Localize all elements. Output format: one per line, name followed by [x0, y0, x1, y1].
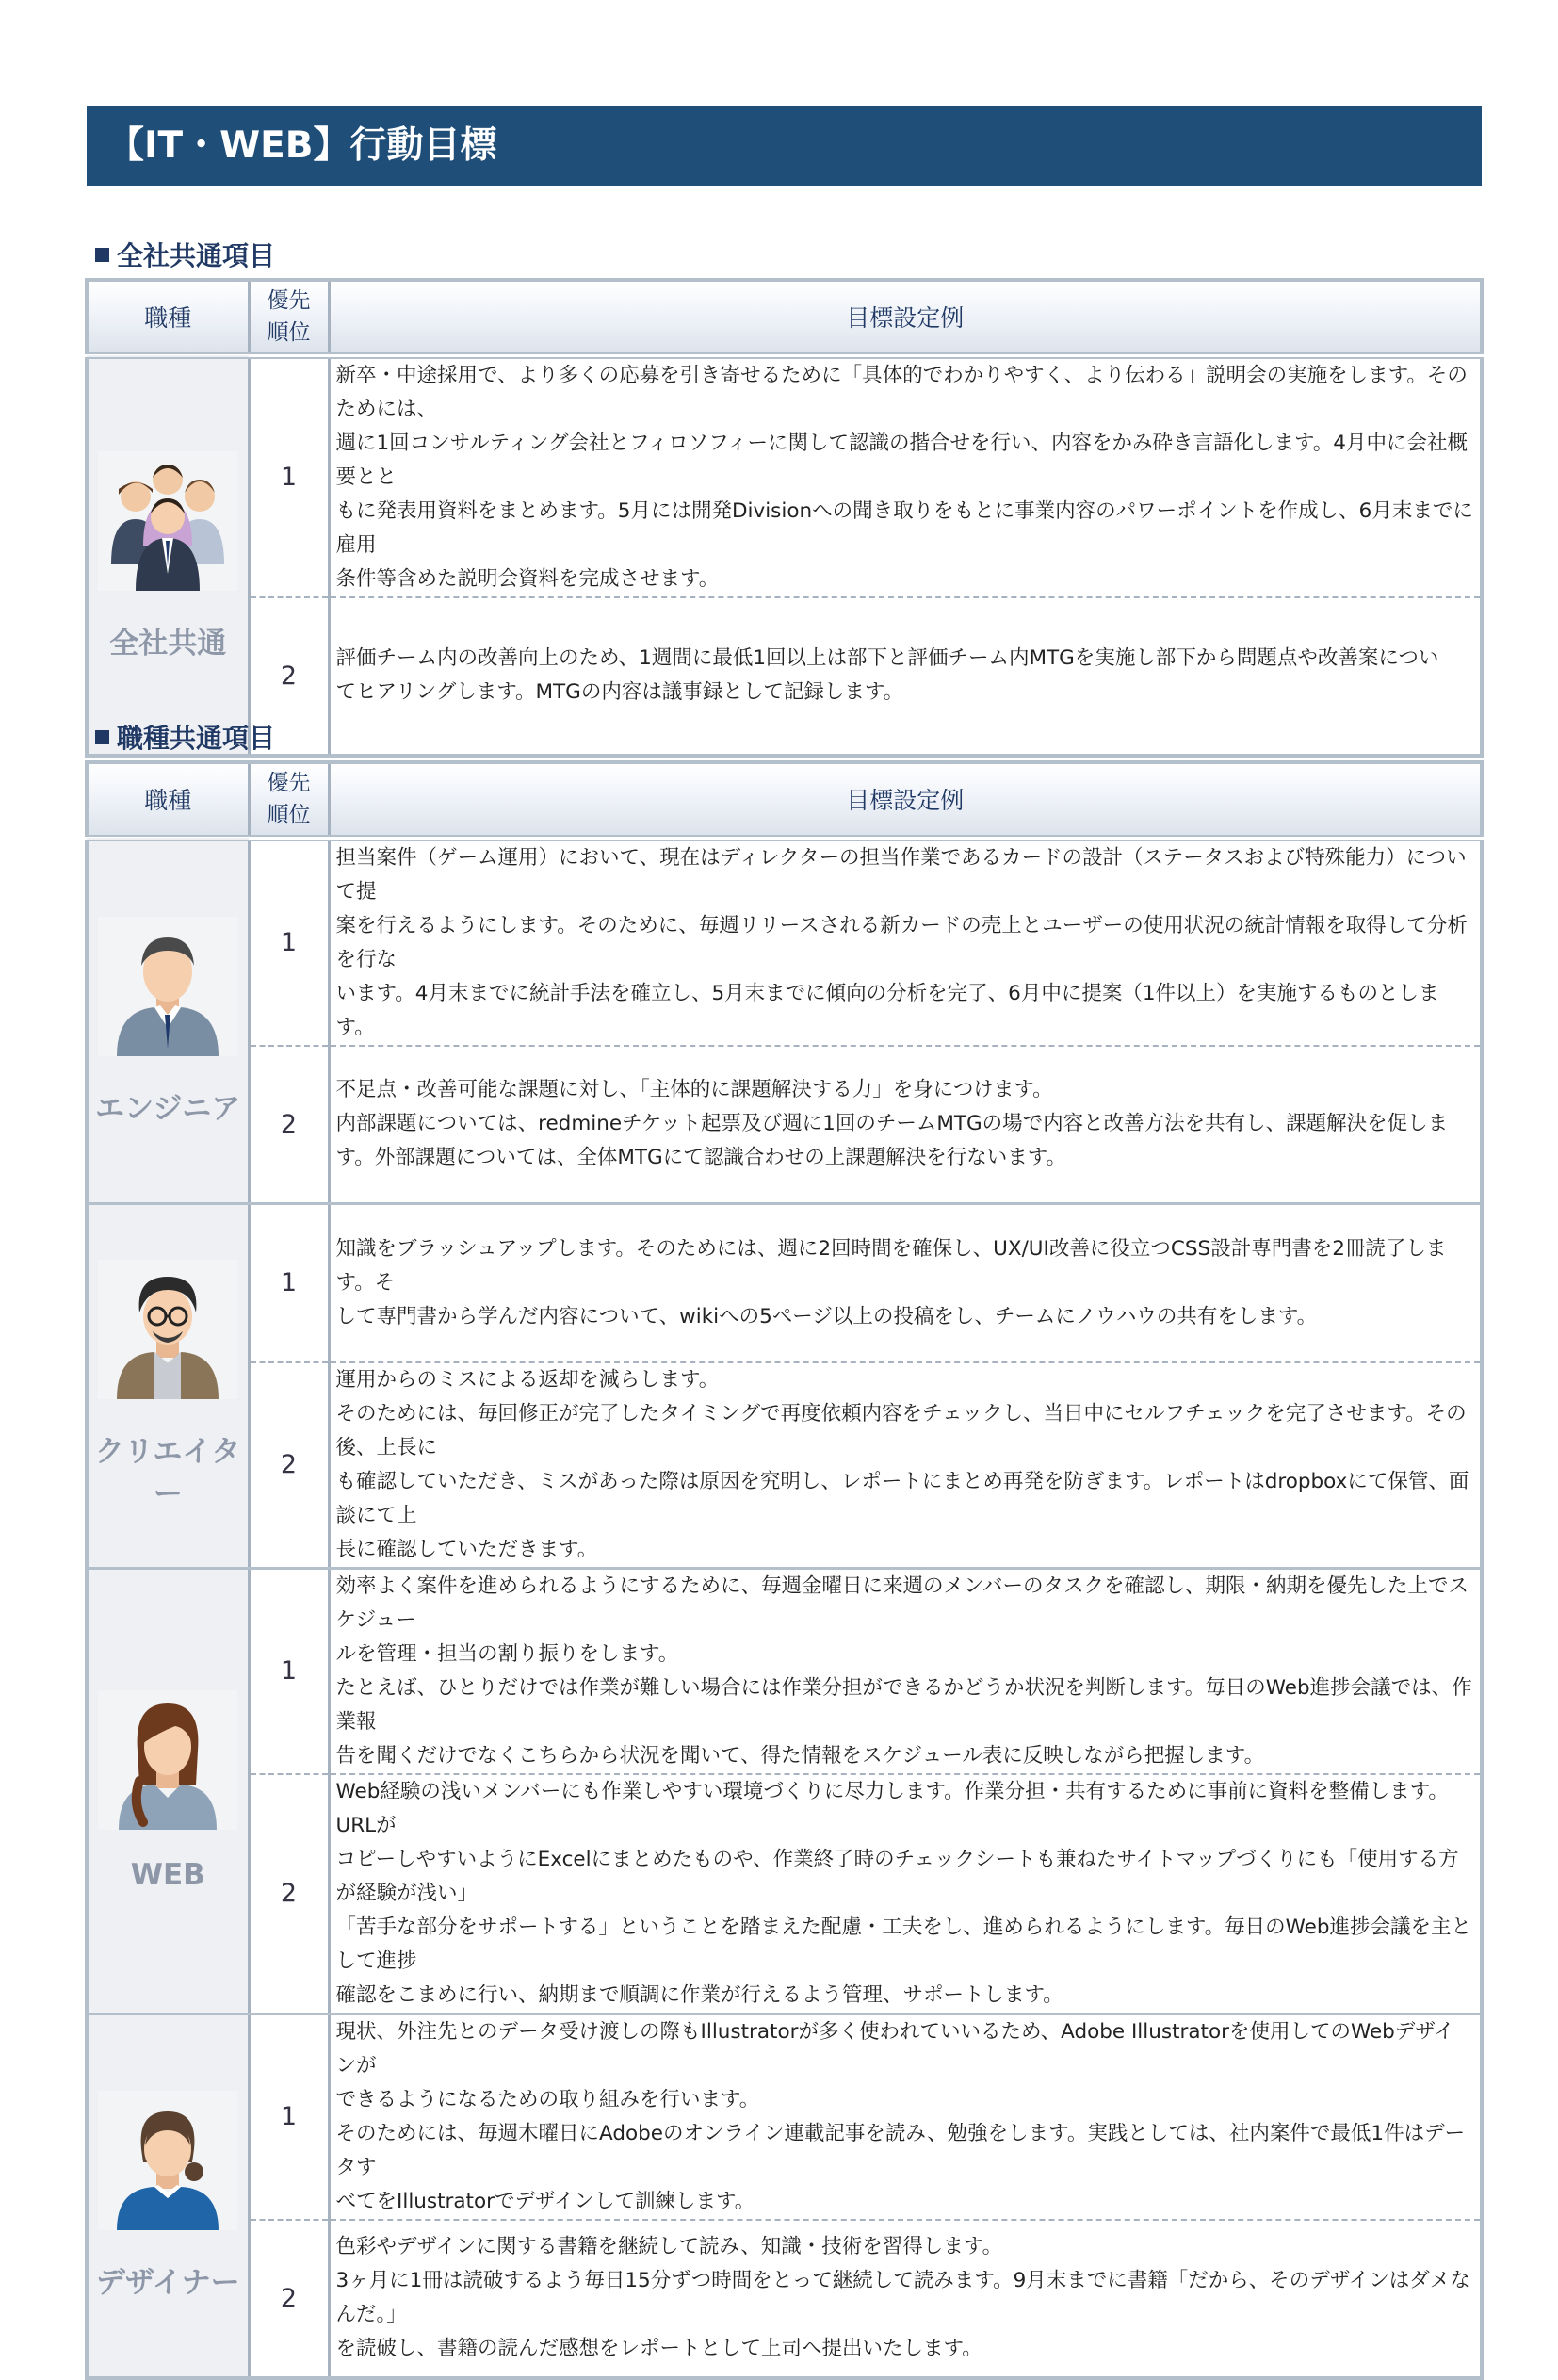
goals-table-jobtype: [85, 760, 1484, 2380]
priority-header-label: 優先 順位: [267, 771, 311, 828]
web-avatar-icon: [98, 1690, 237, 1830]
priority-value: 2: [249, 2220, 329, 2378]
priority-value: 2: [249, 1774, 329, 2014]
role-cell-company: [87, 355, 249, 756]
priority-value: 1: [249, 838, 329, 1046]
table-row: [87, 1046, 1482, 1204]
section-heading-label: 全社共通項目: [117, 240, 276, 271]
table-row: [87, 1204, 1482, 1362]
column-header-priority: [249, 762, 329, 838]
priority-value: 1: [249, 355, 329, 597]
role-cell-engineer: [87, 838, 249, 1204]
goal-text: 不足点・改善可能な課題に対し、「主体的に課題解決する力」を身につけます。 内部課題については、redmineチケット起票及び週に1回のチームMTGの場で内容と改善方法を共有し、課題解決を促しま す。外部課題については、全体MTGにて認識合わせの上課題解決を行ないます。: [329, 1046, 1482, 1204]
priority-value: 2: [249, 1362, 329, 1569]
goal-text: 知識をブラッシュアップします。そのためには、週に2回時間を確保し、UX/UI改善に役立つCSS設計専門書を2冊読了します。そ して専門書から学んだ内容について、wikiへの5ページ以上の投稿をし、チームにノウハウの共有をします。: [329, 1204, 1482, 1362]
table-row: [87, 1568, 1482, 1774]
goal-text: 新卒・中途採用で、より多くの応募を引き寄せるために「具体的でわかりやすく、より伝わる」説明会の実施をします。そのためには、 週に1回コンサルティング会社とフィロソフィーに関して認識の揩合せを行い、内容をかみ砕き言語化します。4月中に会社概要とと もに発表用資料をまとめます。5月には開発Divisionへの聞き取りをもとに事業内容のパワーポイントを作成し、6月末までに雇用 条件等含めた説明会資料を完成させます。: [329, 355, 1482, 597]
section-heading-jobtype: [95, 718, 275, 756]
goal-text: 色彩やデザインに関する書籍を継続して読み、知識・技術を習得します。 3ヶ月に1冊は読破するよう毎日15分ずつ時間をとって継続して読みます。9月末までに書籍「だから、そのデザインはダメなんだ。」 を読破し、書籍の読んだ感想をレポートとして上司へ提出いたします。: [329, 2220, 1482, 2378]
page-title: 【IT・WEB】行動目標: [87, 106, 1482, 186]
role-cell-web: [87, 1568, 249, 2013]
table-row: [87, 355, 1482, 597]
designer-avatar-icon: [98, 2091, 237, 2230]
column-header-role: 職種: [87, 280, 249, 355]
priority-value: 2: [249, 597, 329, 756]
role-name: 全社共通: [109, 626, 227, 660]
section-heading-label: 職種共通項目: [117, 723, 276, 754]
column-header-example: 目標設定例: [329, 762, 1482, 838]
priority-value: 2: [249, 1046, 329, 1204]
table-row: [87, 2220, 1482, 2378]
column-header-role: 職種: [87, 762, 249, 838]
goal-text: 現状、外注先とのデータ受け渡しの際もIllustratorが多く使われていいるため、Adobe Illustratorを使用してのWebデザインが できるようになるための取り組みを行います。 そのためには、毎週木曜日にAdobeのオンライン連載記事を読み、勉強をします。実践としては、社内案件で最低1件はデータす べてをIllustratorでデザインして訓練します。: [329, 2013, 1482, 2220]
priority-value: 1: [249, 2013, 329, 2220]
goals-table-company: [85, 278, 1484, 758]
table-row: [87, 1774, 1482, 2014]
goal-text: 評価チーム内の改善向上のため、1週間に最低1回以上は部下と評価チーム内MTGを実施し部下から問題点や改善案につい てヒアリングします。MTGの内容は議事録として記録します。: [329, 597, 1482, 756]
table-row: [87, 1362, 1482, 1569]
role-name: WEB: [130, 1857, 205, 1892]
creator-avatar-icon: [98, 1260, 237, 1399]
goal-text: 効率よく案件を進められるようにするために、毎週金曜日に来週のメンバーのタスクを確認し、期限・納期を優先した上でスケジュー ルを管理・担当の割り振りをします。 たとえば、ひとりだけでは作業が難しい場合には作業分担ができるかどうか状況を判断します。毎日のWeb進捗会議では、作業報 告を聞くだけでなくこちらから状況を聞いて、得た情報をスケジュール表に反映しながら把握します。: [329, 1568, 1482, 1774]
priority-header-label: 優先 順位: [267, 288, 311, 346]
role-cell-designer: [87, 2013, 249, 2378]
column-header-example: 目標設定例: [329, 280, 1482, 355]
goal-text: 運用からのミスによる返却を減らします。 そのためには、毎回修正が完了したタイミングで再度依頼内容をチェックし、当日中にセルフチェックを完了させます。その後、上長に も確認していただき、ミスがあった際は原因を究明し、レポートにまとめ再発を防ぎます。レポートはdropboxにて保管、面談にて上 長に確認していただきます。: [329, 1362, 1482, 1569]
role-cell-creator: [87, 1204, 249, 1569]
square-bullet-icon: [95, 730, 109, 744]
priority-value: 1: [249, 1568, 329, 1774]
column-header-priority: [249, 280, 329, 355]
engineer-avatar-icon: [98, 917, 237, 1056]
role-name: エンジニア: [95, 1091, 241, 1126]
table-row: [87, 838, 1482, 1046]
goal-text: Web経験の浅いメンバーにも作業しやすい環境づくりに尽力します。作業分担・共有するために事前に資料を整備します。URLが コピーしやすいようにExcelにまとめたものや、作業終了時のチェックシートも兼ねたサイトマップづくりにも「使用する方が経験が浅い」 「苦手な部分をサポートする」ということを踏まえた配慮・工夫をし、進められるようにします。毎日のWeb進捗会議を主として進捗 確認をこまめに行い、納期まで順調に作業が行えるよう管理、サポートします。: [329, 1774, 1482, 2014]
table-row: [87, 2013, 1482, 2220]
table-row: [87, 597, 1482, 756]
section-heading-company: [95, 236, 275, 273]
priority-value: 1: [249, 1204, 329, 1362]
square-bullet-icon: [95, 248, 109, 262]
role-name: クリエイター: [95, 1434, 241, 1511]
group-people-icon: [98, 451, 237, 591]
goal-text: 担当案件（ゲーム運用）において、現在はディレクターの担当作業であるカードの設計（ステータスおよび特殊能力）について提 案を行えるようにします。そのために、毎週リリースされる新カードの売上とユーザーの使用状況の統計情報を取得して分析を行な います。4月末までに統計手法を確立し、5月末までに傾向の分析を完了、6月中に提案（1件以上）を実施するものとします。: [329, 838, 1482, 1046]
role-name: デザイナー: [95, 2265, 240, 2300]
